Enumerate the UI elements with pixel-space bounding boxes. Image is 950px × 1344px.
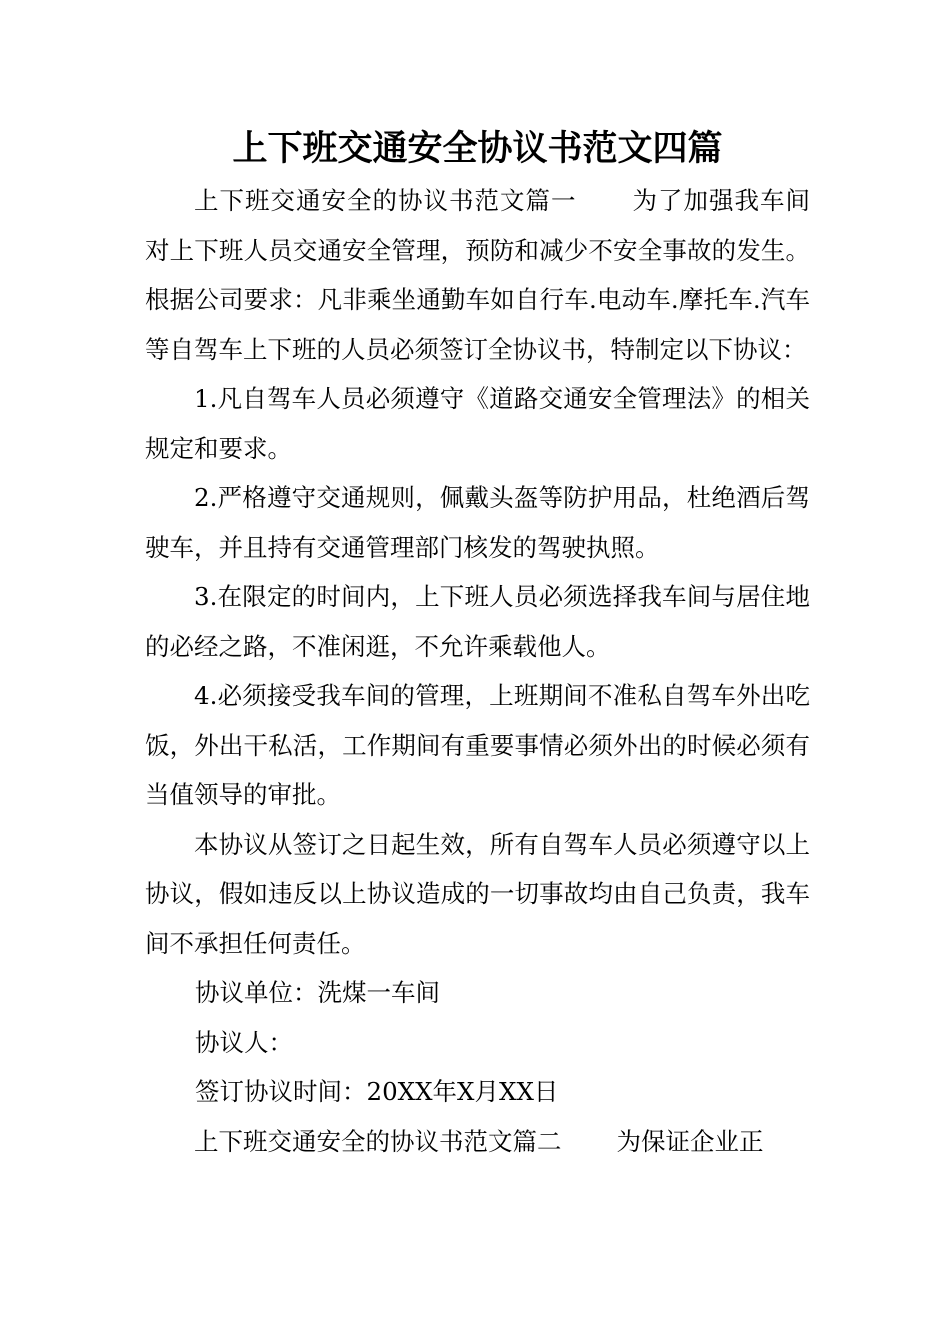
section2-heading: 上下班交通安全的协议书范文篇二: [194, 1126, 562, 1156]
agreement-item-1: 1.凡自驾车人员必须遵守《道路交通安全管理法》的相关规定和要求。: [145, 384, 810, 463]
section1-heading: 上下班交通安全的协议书范文篇一: [194, 186, 577, 215]
section2-intro-text: 为保证企业正: [616, 1126, 764, 1156]
section1-intro-text: 为了加强我车间对上下班人员交通安全管理，预防和减少不安全事故的发生。根据公司要求：凡非乘坐通勤车如自行车.电动车.摩托车.汽车等自驾车上下班的人员必须签订全协议书，特制定以下协议：: [145, 186, 810, 364]
section1-intro: [145, 176, 810, 374]
agreement-item-4: 4.必须接受我车间的管理，上班期间不准私自驾车外出吃饭，外出干私活，工作期间有重要事情必须外出的时候必须有当值领导的审批。: [145, 681, 810, 809]
agreement-date: 签订协议时间：20XX年X月XX日: [195, 1077, 559, 1106]
agreement-item-2: 2.严格遵守交通规则，佩戴头盔等防护用品，杜绝酒后驾驶车，并且持有交通管理部门核发的驾驶执照。: [145, 483, 810, 562]
closing-paragraph: 本协议从签订之日起生效，所有自驾车人员必须遵守以上协议，假如违反以上协议造成的一切事故均由自己负责，我车间不承担任何责任。: [145, 829, 810, 958]
agreement-signer: 协议人：: [195, 1027, 293, 1057]
document-title: 上下班交通安全协议书范文四篇: [232, 129, 723, 169]
document-page: [145, 120, 810, 1166]
agreement-unit: 协议单位：洗煤一车间: [195, 978, 440, 1007]
agreement-item-3: 3.在限定的时间内，上下班人员必须选择我车间与居住地的必经之路，不准闲逛，不允许乘载他人。: [145, 582, 810, 661]
section2-intro: [145, 1117, 810, 1167]
